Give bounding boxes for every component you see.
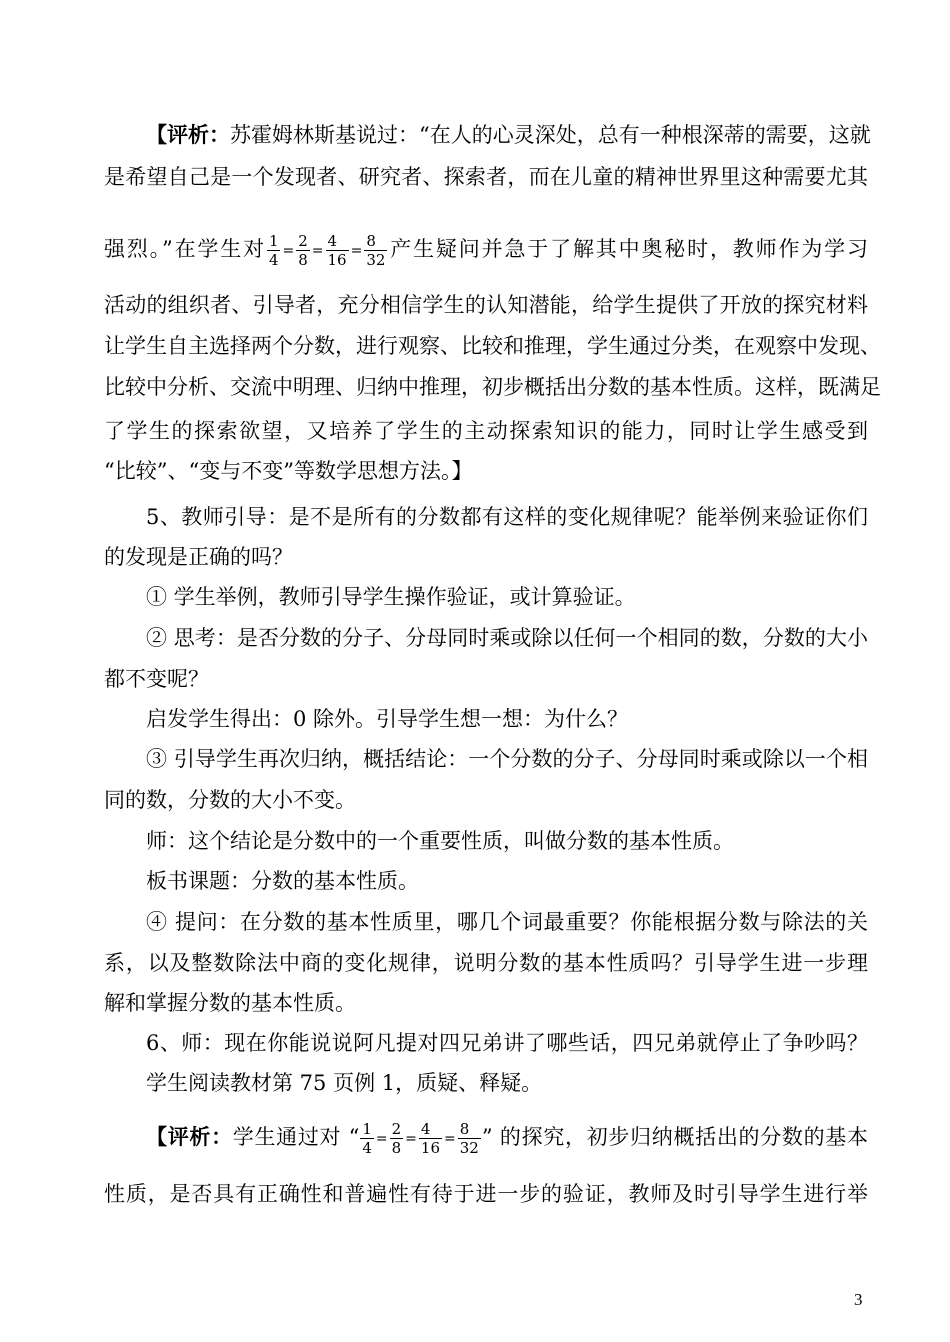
analysis-tag: 【评析： [146,1124,233,1149]
fraction: $\frac{2}{8}$ [298,232,308,269]
analysis-line-1: 【评析：苏霍姆林斯基说过：“在人的心灵深处，总有一种根深蒂的需要，这就 [146,122,871,147]
item-1: ① 学生举例，教师引导学生操作验证，或计算验证。 [146,585,636,609]
item-3-line-2: 同的数，分数的大小不变。 [104,788,356,812]
analysis-2-line-1: 【评析：学生通过对 “ $\frac{1}{4}$ = $\frac{2}{8}$ = $\frac{4}{16}$ = $\frac{8}{32}$ ” 的探究，初步归纳概括出的分数的基本 [146,1120,868,1157]
board-title: 板书课题：分数的基本性质。 [146,869,419,893]
analysis-line-7: 了学生的探索欲望，又培养了学生的主动探索知识的能力，同时让学生感受到 [104,419,868,443]
teacher-statement: 师：这个结论是分数中的一个重要性质，叫做分数的基本性质。 [146,829,734,853]
step-6-line-2: 学生阅读教材第 75 页例 1，质疑、释疑。 [146,1071,543,1095]
step-6-line-1: 6、师：现在你能说说阿凡提对四兄弟讲了哪些话，四兄弟就停止了争吵吗？ [146,1031,868,1055]
fraction: $\frac{1}{4}$ [362,1120,372,1157]
analysis-line-4: 活动的组织者、引导者，充分相信学生的认知潜能，给学生提供了开放的探究材料 [104,293,868,317]
analysis-line-5: 让学生自主选择两个分数，进行观察、比较和推理，学生通过分类，在观察中发现、 [104,334,881,358]
fraction: $\frac{8}{32}$ [459,1120,479,1157]
page-number: 3 [854,1290,863,1309]
analysis-tag: 【评析： [146,122,230,147]
analysis-line-6: 比较中分析、交流中明理、归纳中推理，初步概括出分数的基本性质。这样，既满足 [104,375,881,399]
item-4-line-1: ④ 提问：在分数的基本性质里，哪几个词最重要？你能根据分数与除法的关 [146,910,868,934]
fraction: $\frac{8}{32}$ [366,232,386,269]
fraction: $\frac{2}{8}$ [391,1120,402,1157]
item-3-line-1: ③ 引导学生再次归纳，概括结论：一个分数的分子、分母同时乘或除以一个相 [146,747,868,771]
fraction-equation: $\frac{1}{4}$ = $\frac{2}{8}$ = $\frac{4}{16}$ = $\frac{8}{32}$ [268,232,386,269]
fraction: $\frac{4}{16}$ [327,232,347,269]
hint-line: 启发学生得出：0 除外。引导学生想一想：为什么？ [146,707,629,731]
item-2-line-2: 都不变呢？ [104,667,209,691]
fraction-equation: $\frac{1}{4}$ = $\frac{2}{8}$ = $\frac{4}{16}$ = $\frac{8}{32}$ [362,1120,479,1157]
step-5-line-2: 的发现是正确的吗？ [104,545,293,569]
step-5-line-1: 5、教师引导：是不是所有的分数都有这样的变化规律呢？能举例来验证你们 [146,505,868,529]
fraction: $\frac{4}{16}$ [420,1120,440,1157]
analysis-2-line-2: 性质，是否具有正确性和普遍性有待于进一步的验证，教师及时引导学生进行举 [104,1182,868,1206]
item-4-line-3: 解和掌握分数的基本性质。 [104,991,356,1015]
analysis-line-3: 强烈。”在学生对 $\frac{1}{4}$ = $\frac{2}{8}$ = $\frac{4}{16}$ = $\frac{8}{32}$ 产生疑问并急于了解其中奥秘时，教师作为学习 [104,232,868,269]
item-2-line-1: ② 思考：是否分数的分子、分母同时乘或除以任何一个相同的数，分数的大小 [146,626,868,650]
analysis-line-2: 是希望自己是一个发现者、研究者、探索者，而在儿童的精神世界里这种需要尤其 [104,165,868,189]
item-4-line-2: 系，以及整数除法中商的变化规律，说明分数的基本性质吗？引导学生进一步理 [104,951,868,975]
fraction: $\frac{1}{4}$ [268,232,279,269]
analysis-line-8: “比较”、“变与不变”等数学思想方法。】 [104,459,473,483]
